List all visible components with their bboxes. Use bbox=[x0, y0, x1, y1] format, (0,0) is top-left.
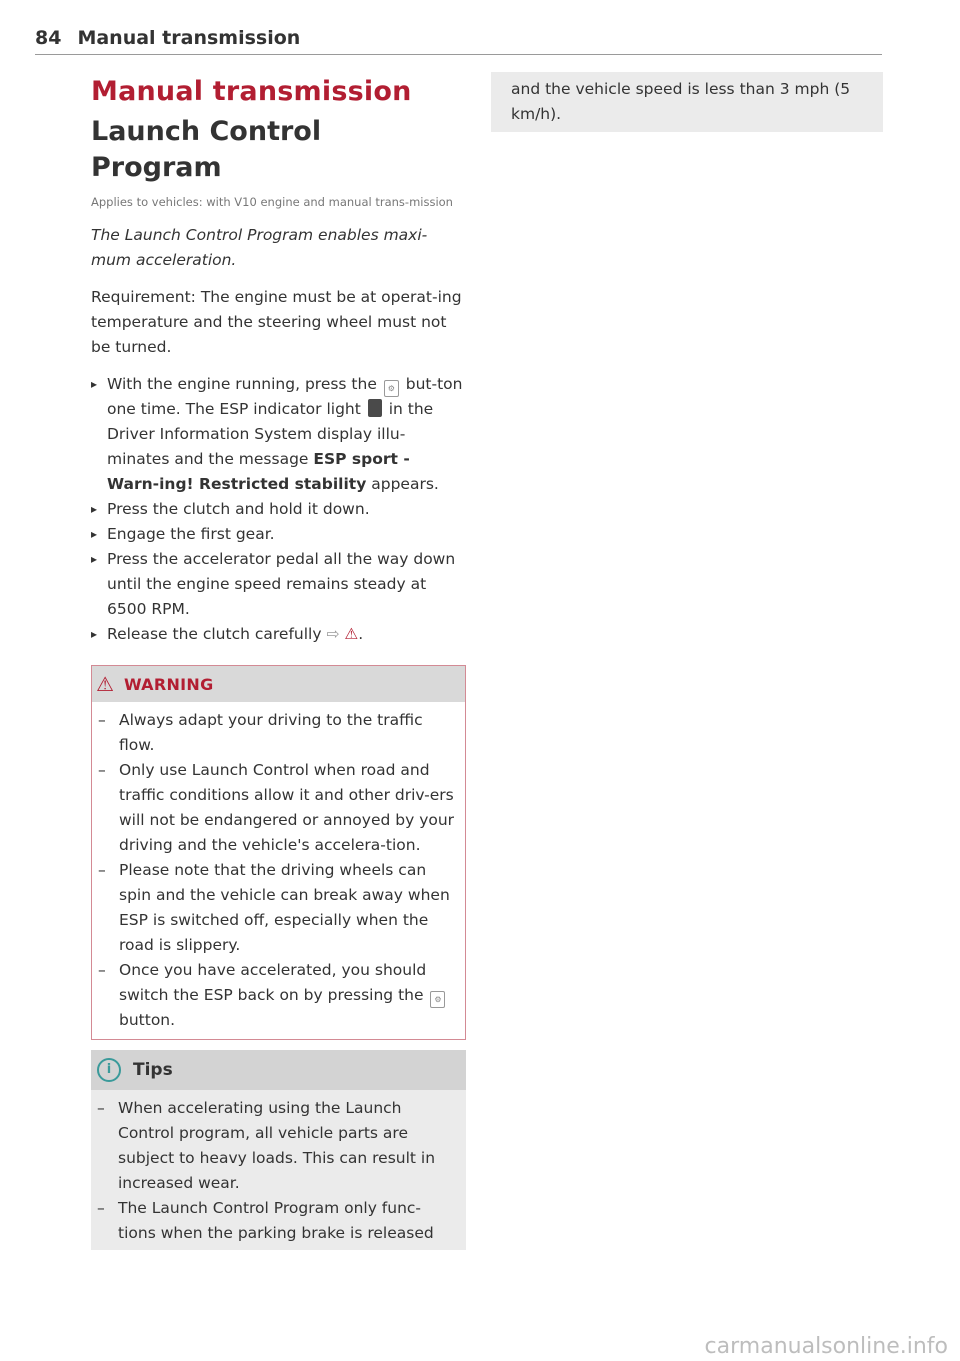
right-column bbox=[491, 72, 883, 132]
tips-box bbox=[91, 1050, 466, 1250]
step-item: ▸ Release the clutch carefully ⇨ ⚠. bbox=[91, 622, 466, 647]
step-item: ▸ Press the accelerator pedal all the way down until the engine speed remains steady at 6500 RPM. bbox=[91, 547, 466, 622]
warning-item: – Always adapt your driving to the traffic flow. bbox=[98, 708, 455, 758]
section-title: Manual transmission bbox=[91, 76, 412, 107]
warning-header bbox=[92, 666, 465, 702]
message-text: ESP sport - Warn-ing! Restricted stability bbox=[107, 450, 410, 493]
left-column bbox=[91, 74, 466, 1250]
warning-item: – Only use Launch Control when road and traffic conditions allow it and other driv-ers will not be endangered or annoyed by your driving and the vehicle's accelera-tion. bbox=[98, 758, 455, 858]
tips-label: Tips bbox=[133, 1060, 173, 1080]
requirement-text: Requirement: The engine must be at operat-ing temperature and the steering wheel must not be turned. bbox=[91, 288, 462, 356]
tips-item: – The Launch Control Program only func-tions when the parking brake is released bbox=[97, 1196, 456, 1246]
topic-title: Launch Control Program bbox=[91, 116, 322, 183]
warning-list bbox=[92, 702, 465, 1039]
arrow-right-icon: ⇨ bbox=[326, 625, 340, 643]
page-number: 84 bbox=[35, 27, 62, 49]
warning-item: – Please note that the driving wheels can spin and the vehicle can break away when ESP is switched off, especially when the road is slippery. bbox=[98, 858, 455, 958]
info-circle-icon: i bbox=[97, 1058, 121, 1082]
tips-list bbox=[91, 1090, 466, 1250]
applies-to: Applies to vehicles: with V10 engine and manual trans-mission bbox=[91, 195, 453, 209]
tips-item: – When accelerating using the Launch Control program, all vehicle parts are subject to heavy loads. This can result in increased wear. bbox=[97, 1096, 456, 1196]
step-item: ▸ Engage the first gear. bbox=[91, 522, 466, 547]
running-head: Manual transmission bbox=[77, 27, 301, 49]
intro-text: The Launch Control Program enables maxi-mum acceleration. bbox=[91, 226, 428, 269]
esp-button-icon: ⚙ bbox=[430, 991, 445, 1008]
warning-label: WARNING bbox=[123, 674, 214, 694]
watermark: carmanualsonline.info bbox=[704, 1334, 948, 1359]
esp-off-indicator-icon bbox=[368, 399, 382, 417]
warning-item: – Once you have accelerated, you should switch the ESP back on by pressing the ⚙ button. bbox=[98, 958, 455, 1033]
esp-button-icon: ⚙ bbox=[384, 380, 399, 397]
tips-header bbox=[91, 1050, 466, 1090]
warning-triangle-icon: ⚠ bbox=[344, 625, 359, 643]
step-item: ▸ With the engine running, press the ⚙ but-ton one time. The ESP indicator light in the Driver Information System display illu-minates and the message ESP sport - Warn-ing! Restricted stability appears. bbox=[91, 372, 466, 497]
tips-continuation: and the vehicle speed is less than 3 mph (5 km/h). bbox=[491, 72, 883, 132]
warning-box bbox=[91, 665, 466, 1040]
page-header bbox=[35, 22, 882, 55]
warning-triangle-icon: ⚠ bbox=[96, 672, 114, 696]
step-list bbox=[91, 372, 466, 647]
step-item: ▸ Press the clutch and hold it down. bbox=[91, 497, 466, 522]
